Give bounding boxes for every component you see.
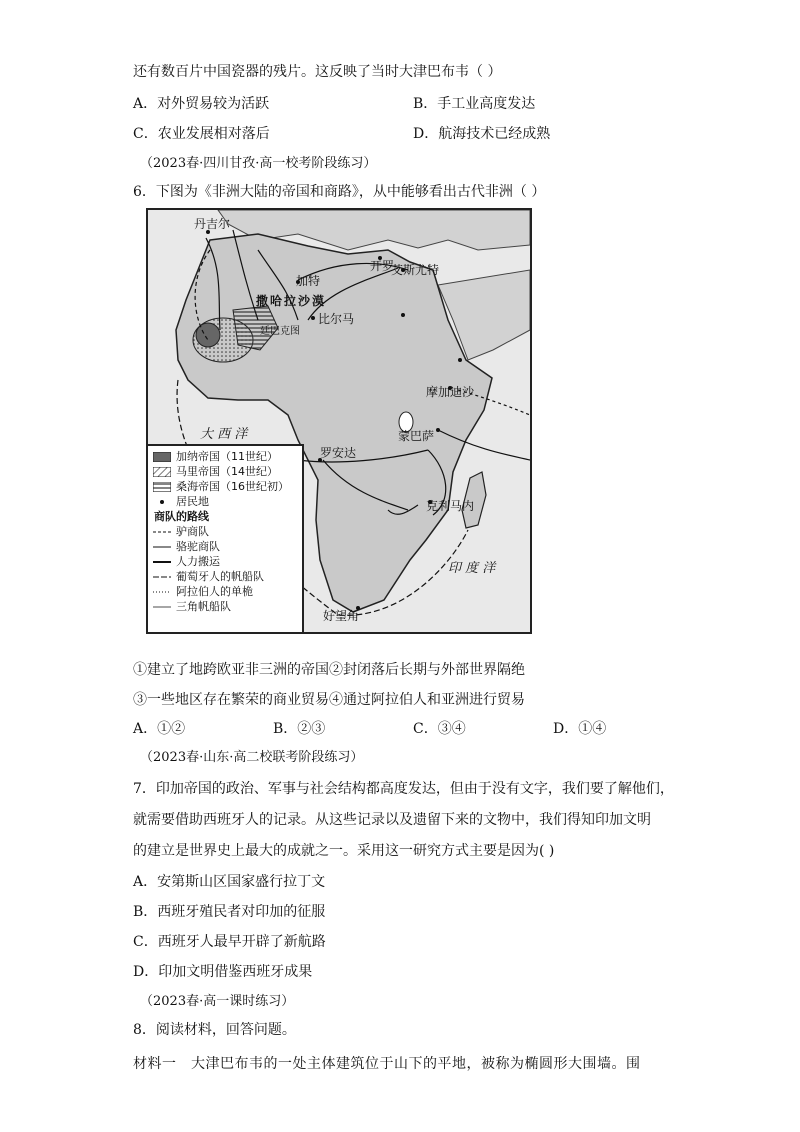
legend-ghana-swatch (152, 451, 172, 462)
q5-option-c: C．农业发展相对落后 (133, 126, 270, 142)
legend-camel-route: 骆驼商队 (152, 539, 299, 554)
q6-option-a: A．①② (133, 721, 186, 737)
label-cairo: 开罗 (370, 259, 395, 273)
legend-ghana: 加纳帝国（11世纪） (152, 449, 299, 464)
q6-source: （2023春·四川甘孜·高一校考阶段练习） (140, 156, 377, 171)
label-cape-of-good-hope: 好望角 (323, 609, 360, 623)
q6-option-c: C．③④ (413, 721, 466, 737)
q6-statement-1: ①建立了地跨欧亚非三洲的帝国②封闭落后长期与外部世界隔绝 (133, 662, 525, 678)
label-ghat: 加特 (296, 274, 321, 288)
legend-arab-route-cont: 三角帆船队 (152, 599, 299, 614)
label-timbuktu: 廷巴克图 (260, 326, 300, 337)
label-bilma: 比尔马 (318, 312, 355, 326)
ghana-empire-area (196, 323, 220, 347)
q6-option-b: B．②③ (273, 721, 326, 737)
legend-settlement: 居民地 (152, 494, 299, 509)
label-quelimane: 克利马内 (426, 499, 475, 513)
label-indian-ocean: 印 度 洋 (448, 561, 496, 576)
q7-stem-line-2: 就需要借助西班牙人的记录。从这些记录以及遗留下来的文物中，我们得知印加文明 (133, 812, 651, 828)
legend-songhai: 桑海帝国（16世纪初） (152, 479, 299, 494)
q6-statement-2: ③一些地区存在繁荣的商业贸易④通过阿拉伯人和亚洲进行贸易 (133, 692, 525, 708)
legend-mali: 马里帝国（14世纪） (152, 464, 299, 479)
q7-stem-line-1: 7．印加帝国的政治、军事与社会结构都高度发达，但由于没有文字，我们要了解他们， (133, 781, 674, 797)
q5-stem: 还有数百片中国瓷器的残片。这反映了当时大津巴布韦（ ） (133, 64, 502, 80)
q7-option-c: C．西班牙人最早开辟了新航路 (133, 934, 326, 950)
legend-thin-line-icon (152, 601, 172, 612)
q6-option-d: D．①④ (553, 721, 607, 737)
q7-source: （2023春·山东·高二校联考阶段练习） (140, 750, 364, 765)
legend-dot-icon (152, 496, 172, 507)
q8-stem: 8．阅读材料，回答问题。 (133, 1022, 296, 1038)
q8-material-1: 材料一 大津巴布韦的一处主体建筑位于山下的平地，被称为椭圆形大围墙。围 (133, 1056, 641, 1072)
q7-stem-line-3: 的建立是世界史上最大的成就之一。采用这一研究方式主要是因为( ) (133, 843, 555, 859)
legend-arab-route: 阿拉伯人的单桅 (152, 584, 299, 599)
q6-stem: 6．下图为《非洲大陆的帝国和商路》，从中能够看出古代非洲（ ） (133, 184, 546, 200)
q5-option-b: B．手工业高度发达 (413, 96, 536, 112)
q5-option-d: D．航海技术已经成熟 (413, 126, 551, 142)
legend-thick-line-icon (152, 556, 172, 567)
map-legend (148, 444, 304, 632)
label-sahara: 撒哈拉沙漠 (256, 294, 327, 308)
legend-dashed-line-icon (152, 526, 172, 537)
q8-source: （2023春·高一课时练习） (140, 994, 295, 1009)
label-atlantic-ocean: 大 西 洋 (200, 427, 248, 442)
q7-option-b: B．西班牙殖民者对印加的征服 (133, 904, 326, 920)
legend-porter-route: 人力搬运 (152, 554, 299, 569)
legend-portuguese-route: 葡萄牙人的帆船队 (152, 569, 299, 584)
label-mogadishu: 摩加迪沙 (426, 385, 475, 399)
label-mombasa: 蒙巴萨 (398, 429, 435, 443)
legend-dotted-line-icon (152, 586, 172, 597)
legend-long-dash-icon (152, 571, 172, 582)
label-tangier: 丹吉尔 (194, 217, 231, 231)
legend-line-icon (152, 541, 172, 552)
africa-trade-map (146, 208, 532, 634)
legend-songhai-swatch (152, 481, 172, 492)
q5-option-a: A．对外贸易较为活跃 (133, 96, 270, 112)
legend-mali-swatch (152, 466, 172, 477)
label-asyut: 艾斯尤特 (391, 263, 440, 277)
legend-routes-title: 商队的路线 (154, 510, 209, 523)
q7-option-a: A．安第斯山区国家盛行拉丁文 (133, 874, 326, 890)
q7-option-d: D．印加文明借鉴西班牙成果 (133, 964, 313, 980)
legend-donkey-route: 驴商队 (152, 524, 299, 539)
label-luanda: 罗安达 (320, 446, 357, 460)
